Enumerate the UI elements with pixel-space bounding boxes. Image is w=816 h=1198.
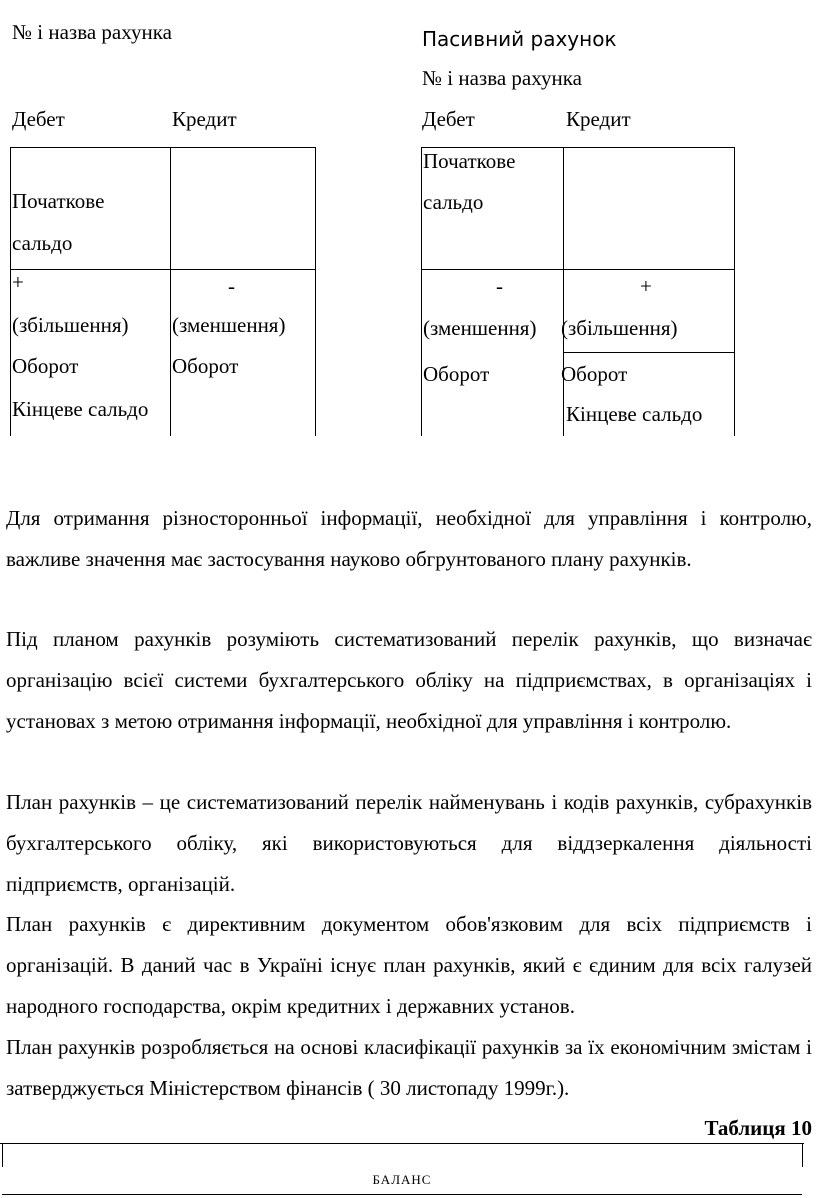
balance-table-top-border [0,1143,804,1144]
left-credit-sign: - [228,274,235,298]
right-credit-turnover: Оборот [561,362,628,386]
paragraph-3: План рахунків – це систематизований перелік найменувань і кодів рахунків, субрахунків бухгалтерського обліку, які використовуються для віддзеркалення діяльності підприємств, організацій. [6,790,812,896]
right-debit-change: (зменшення) [423,316,537,340]
left-debit-label: Дебет [12,107,65,131]
paragraph-5: План рахунків розробляється на основі класифікації рахунків за їх економічним змістам і затверджується Міністерством фінансів ( 30 листопаду 1999г.). [6,1035,812,1100]
left-credit-change: (зменшення) [172,313,286,337]
paragraph-4: План рахунків є директивним документом обов'язковим для всіх підприємств і організацій. В даний час в Україні існує план рахунків, який є єдиним для всіх галузей народного господарства, окрім кредитних і державних установ. [6,912,812,1018]
right-opening-balance-line2: сальдо [423,190,484,214]
left-credit-turnover: Оборот [172,354,239,378]
right-table-left-border [421,147,422,436]
right-credit-sign: + [640,274,652,298]
right-table-right-border [734,147,735,436]
left-opening-balance-line2: сальдо [12,231,73,255]
balance-table-left-border [2,1143,3,1167]
balance-table-title: БАЛАНС [372,1172,432,1187]
left-closing-balance: Кінцеве сальдо [12,397,149,421]
paragraph-2: Під планом рахунків розуміють систематизований перелік рахунків, що визначає організацію всієї системи бухгалтерського обліку на підприємствах, в організаціях і установах з метою отримання інформації, необхідної для управління і контролю. [6,627,812,733]
balance-table-title-bottom [2,1194,802,1195]
left-debit-turnover: Оборот [12,354,79,378]
right-closing-balance: Кінцеве сальдо [566,402,703,426]
left-row-divider [10,269,316,270]
right-debit-label: Дебет [422,107,475,131]
right-debit-sign: - [496,274,503,298]
left-opening-balance-line1: Початкове [12,189,105,213]
right-table-top-border [421,147,735,148]
left-account-heading: № і назва рахунка [12,20,172,44]
right-account-heading: № і назва рахунка [422,66,582,90]
right-debit-turnover: Оборот [423,362,490,386]
left-debit-sign: + [12,270,24,294]
right-row-divider [421,269,735,270]
right-table-middle-border [563,147,564,436]
right-credit-change: (збільшення) [561,316,678,340]
left-table-left-border [10,147,11,436]
right-account-type: Пасивний рахунок [422,27,617,51]
balance-table-right-border [802,1143,803,1167]
right-credit-label: Кредит [566,107,631,131]
left-credit-label: Кредит [172,107,237,131]
right-opening-balance-line1: Початкове [423,149,516,173]
left-debit-change: (збільшення) [12,313,129,337]
left-table-middle-border [170,147,171,436]
left-table-right-border [315,147,316,436]
paragraph-1: Для отримання різносторонньої інформації, необхідної для управління і контролю, важливе значення має застосування науково обгрунтованого плану рахунків. [6,506,812,571]
table-caption: Таблиця 10 [704,1116,812,1140]
right-turnover-divider [563,352,735,353]
left-table-top-border [10,147,316,148]
